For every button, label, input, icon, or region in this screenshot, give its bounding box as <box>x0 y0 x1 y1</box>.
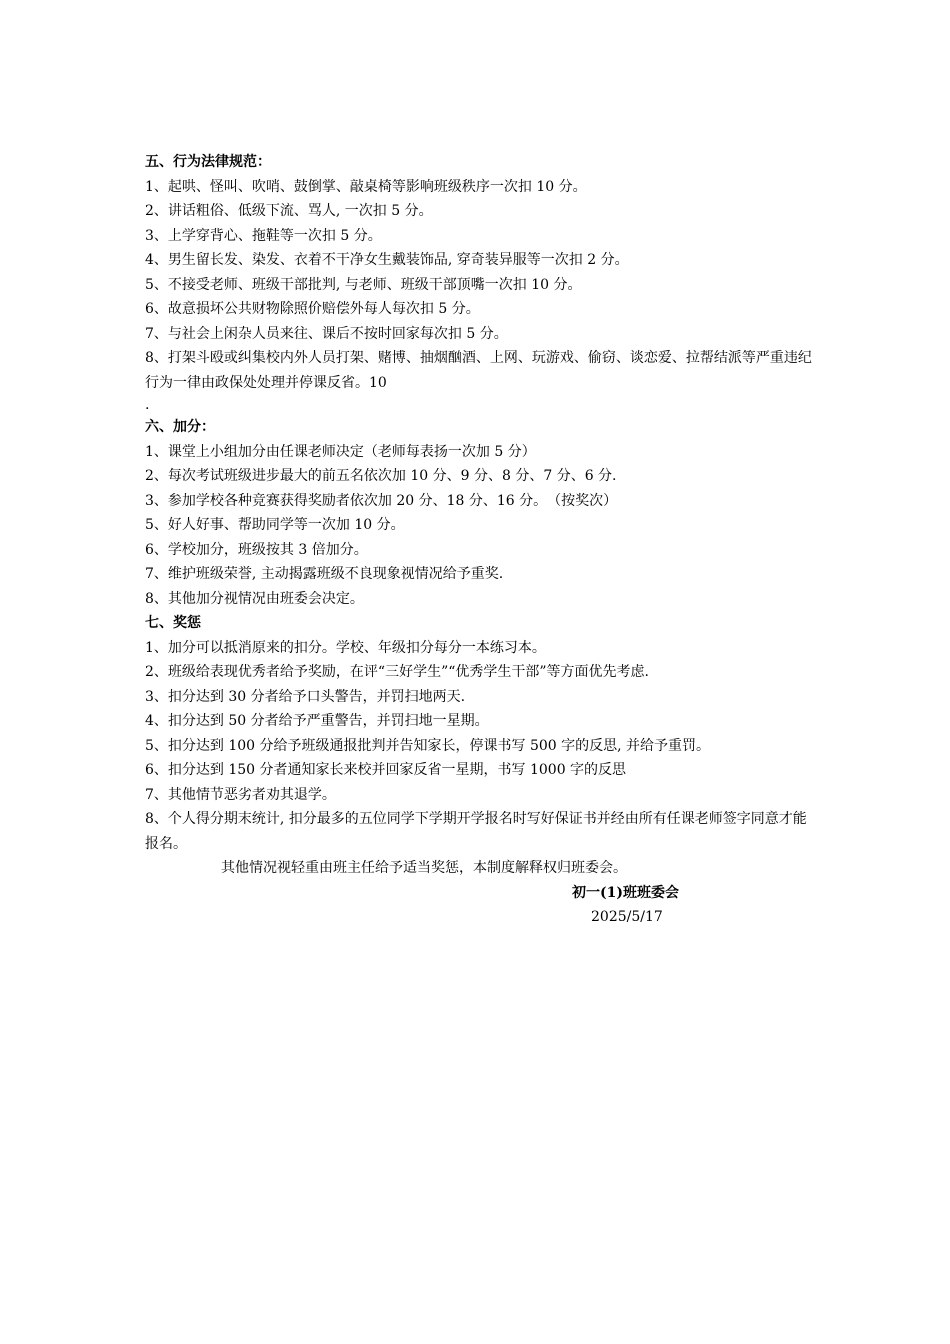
signer: 初一(1)班班委会 <box>572 884 679 901</box>
list-item: 6、扣分达到 150 分者通知家长来校并回家反省一星期，书写 1000 字的反思 <box>145 762 627 778</box>
list-item: 2、每次考试班级进步最大的前五名依次加 10 分、9 分、8 分、7 分、6 分. <box>145 468 617 484</box>
list-item: 8、个人得分期末统计, 扣分最多的五位同学下学期开学报名时写好保证书并经由所有任课老师签字同意才能报名。 <box>145 811 807 852</box>
section-bonus-points <box>145 415 815 611</box>
list-item: 6、故意损坏公共财物除照价赔偿外每人每次扣 5 分。 <box>145 301 480 317</box>
list-item: 7、其他情节恶劣者劝其退学。 <box>145 786 336 803</box>
section-title: 五、行为法律规范： <box>145 154 271 170</box>
section-title: 六、加分： <box>145 419 215 435</box>
section-rewards-penalties <box>145 611 815 856</box>
list-item: 1、起哄、怪叫、吹哨、鼓倒掌、敲桌椅等影响班级秩序一次扣 10 分。 <box>145 178 587 195</box>
list-item: 3、扣分达到 30 分者给予口头警告，并罚扫地两天. <box>145 688 466 705</box>
closing-statement: 其他情况视轻重由班主任给予适当奖惩，本制度解释权归班委会。 <box>221 860 627 876</box>
list-item: 5、不接受老师、班级干部批判, 与老师、班级干部顶嘴一次扣 10 分。 <box>145 276 582 293</box>
list-item: 8、打架斗殴或纠集校内外人员打架、赌博、抽烟酗酒、上网、玩游戏、偷窃、谈恋爱、拉帮结派等严重违纪行为一律由政保处处理并停课反省。10 <box>145 350 812 391</box>
list-item: 8、其他加分视情况由班委会决定。 <box>145 590 364 607</box>
list-item: 2、班级给表现优秀者给予奖励，在评“三好学生”“优秀学生干部”等方面优先考虑. <box>145 664 649 680</box>
list-item: 7、维护班级荣誉, 主动揭露班级不良现象视情况给予重奖. <box>145 566 504 582</box>
list-item: 2、讲话粗俗、低级下流、骂人, 一次扣 5 分。 <box>145 203 433 219</box>
list-item: 5、扣分达到 100 分给予班级通报批判并告知家长，停课书写 500 字的反思, 并给予重罚。 <box>145 737 711 754</box>
date: 2025/5/17 <box>591 909 663 925</box>
list-item: 1、加分可以抵消原来的扣分。学校、年级扣分每分一本练习本。 <box>145 639 546 656</box>
section-title: 七、奖惩 <box>145 615 201 631</box>
list-item: 3、上学穿背心、拖鞋等一次扣 5 分。 <box>145 227 382 244</box>
trailing-mark: . <box>145 397 150 413</box>
list-item: 1、课堂上小组加分由任课老师决定（老师每表扬一次加 5 分） <box>145 443 536 460</box>
list-item: 4、男生留长发、染发、衣着不干净女生戴装饰品, 穿奇装异服等一次扣 2 分。 <box>145 252 629 268</box>
list-item: 3、参加学校各种竞赛获得奖励者依次加 20 分、18 分、16 分。 （按奖次） <box>145 492 618 509</box>
section-behavior-rules <box>145 150 815 415</box>
list-item: 4、扣分达到 50 分者给予严重警告，并罚扫地一星期。 <box>145 713 489 729</box>
list-item: 6、学校加分，班级按其 3 倍加分。 <box>145 541 368 558</box>
list-item: 7、与社会上闲杂人员来往、课后不按时回家每次扣 5 分。 <box>145 325 508 342</box>
list-item: 5、好人好事、帮助同学等一次加 10 分。 <box>145 517 405 533</box>
document-page <box>145 150 815 930</box>
